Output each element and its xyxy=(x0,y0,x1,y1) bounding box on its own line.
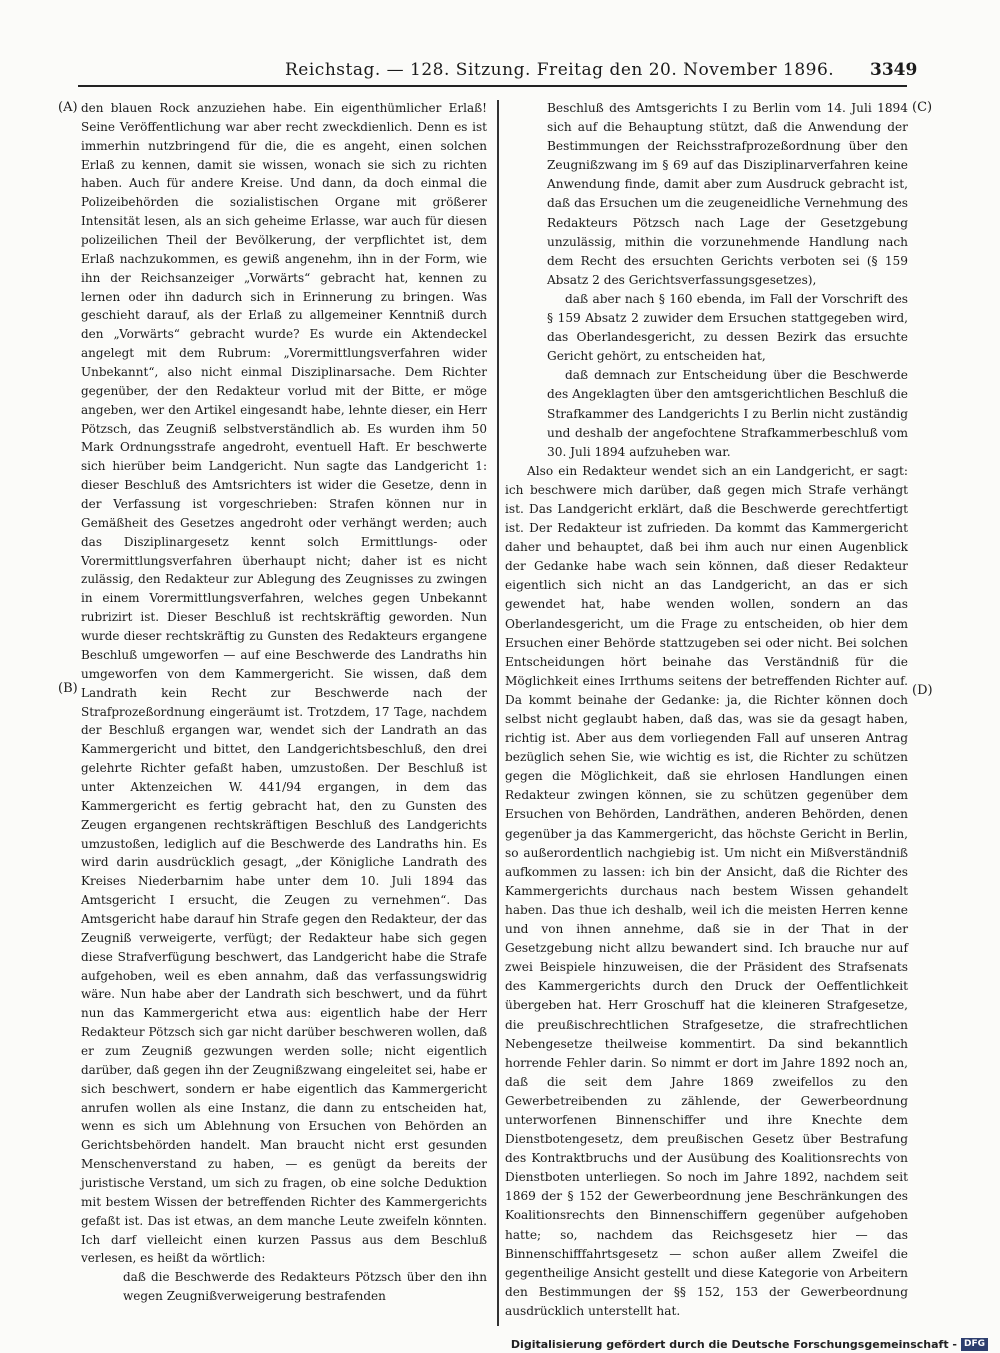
digitization-footer xyxy=(511,1336,988,1352)
right-quote-2: daß aber nach § 160 ebenda, im Fall der Vorschrift des § 159 Absatz 2 zuwider dem Ersuchen stattgegeben wird, das Oberlandesgericht, zu dessen Bezirk das ersuchte Gericht gehört, zu entscheiden hat, xyxy=(547,291,908,364)
column-divider xyxy=(497,100,499,1326)
right-quote-1: Beschluß des Amtsgerichts I zu Berlin vom 14. Juli 1894 sich auf die Behauptung stützt, daß die Anwendung der Bestimmungen der Reichsstrafprozeßordnung über den Zeugnißzwang im § 69 auf das Disziplinarverfahren keine Anwendung finde, damit aber zum Ausdruck gebracht ist, daß das Ersuchen um die zeugeneidliche Vernehmung des Redakteurs Pötzsch nach Lage der Gesetzgebung unzulässig, mithin die vorzunehmende Handlung nach dem Recht des ersuchten Gerichts verboten sei (§ 159 Absatz 2 des Gerichtsverfassungsgesetzes), xyxy=(547,101,908,287)
left-column xyxy=(81,99,487,1306)
margin-marker-d: (D) xyxy=(912,683,933,698)
footer-text: Digitalisierung gefördert durch die Deutsche Forschungsgemeinschaft - xyxy=(510,1337,957,1351)
margin-marker-a: (A) xyxy=(58,100,78,115)
right-column xyxy=(505,99,908,1321)
dfg-logo: DFG xyxy=(961,1338,988,1351)
left-quote: daß die Beschwerde des Redakteurs Pötzsch über den ihn wegen Zeugnißverweigerung bestrafenden xyxy=(123,1270,487,1304)
margin-marker-c: (C) xyxy=(912,100,933,115)
right-paragraph: Also ein Redakteur wendet sich an ein Landgericht, er sagt: ich beschwere mich darüber, daß gegen mich Strafe verhängt ist. Das Landgericht erklärt, daß die Beschwerde gerechtfertigt ist. Der Redakteur ist zufrieden. Da kommt das Kammergericht daher und behauptet, daß bei ihm auch nur einen Augenblick der Gedanke habe wach sein können, daß dieser Redakteur eigentlich sich nicht an das Landgericht, an das er sich gewendet hat, habe wenden wollen, sondern an das Oberlandesgericht, um die Frage zu entscheiden, ob hier dem Ersuchen einer Behörde stattzugeben sei oder nicht. Bei solchen Entscheidungen hört beinahe das Verständniß für die Möglichkeit eines Irrthums seitens der betreffenden Richter auf. Da kommt beinahe der Gedanke: ja, die Richter können doch selbst nicht geglaubt haben, daß das, was sie da gesagt haben, richtig ist. Aber aus dem vorliegenden Fall auf unseren Antrag bezüglich sehen Sie, wie wichtig es ist, die Richter zu schützen gegen die Möglichkeit, daß sie ehrlosen Handlungen einen Redakteur zwingen können, sie zu schützen gegenüber dem Ersuchen von Behörden, Landräthen, anderen Behörden, denen gegenüber ja das Kammergericht, das höchste Gericht in Berlin, so außerordentlich nachgiebig ist. Um nicht ein Mißverständniß aufkommen zu lassen: ich bin der Ansicht, daß die Richter des Kammergerichts durchaus nach bestem Wissen gehandelt haben. Das thue ich deshalb, weil ich die meisten Herren kenne und von ihnen annehme, daß sie in der That in der Gesetzgebung nicht allzu bewandert sind. Ich brauche nur auf zwei Beispiele hinzuweisen, die der Präsident des Strafsenats des Kammergerichts durch den Druck der Oeffentlichkeit übergeben hat. Herr Groschuff hat die kleineren Strafgesetze, die preußischrechtlichen Strafgesetze, die strafrechtlichen Nebengesetze theilweise kommentirt. Da sind bekanntlich horrende Fehler darin. So nimmt er dort im Jahre 1892 noch an, daß die seit dem Jahre 1869 zweifellos zu den Gewerbetreibenden zu zählende, der Gewerbeordnung unterworfenen Binnenschiffer und ihre Knechte dem Dienstbotengesetz, dem preußischen Gesetz über Bestrafung des Kontraktbruchs und der Ausübung des Koalitionsrechts von Dienstboten unterliegen. So noch im Jahre 1892, nachdem seit 1869 der § 152 der Gewerbeordnung jene Beschränkungen des Koalitionsrechts den Binnenschiffern gegenüber aufgehoben hatte; so, nachdem das Reichsgesetz hier — das Binnenschifffahrtsgesetz — schon außer allem Zweifel die gegentheilige Ansicht gestellt und diese Kategorie von Arbeitern den Bestimmungen der §§ 152, 153 der Gewerbeordnung ausdrücklich unterstellt hat. xyxy=(505,463,908,1318)
page-number: 3349 xyxy=(870,60,918,80)
header-rule xyxy=(78,85,907,87)
left-paragraph: den blauen Rock anzuziehen habe. Ein eigenthümlicher Erlaß! Seine Veröffentlichung war aber recht zweckdienlich. Denn es ist immerhin nutzbringend für die, die es angeht, einen solchen Erlaß zu kennen, damit sie wissen, wonach sie sich zu richten haben. Auch für andere Kreise. Und dann, da doch einmal die Polizeibehörden die sozialistischen Organe mit größerer Intensität lesen, als an sich geheime Erlasse, war auch für diesen polizeilichen Theil der Bevölkerung, der verpflichtet ist, dem Erlaß nachzukommen, es gewiß angenehm, ihn in der Form, wie ihn der Reichsanzeiger „Vorwärts“ gebracht hat, kennen zu lernen oder ihn dadurch sich in Erinnerung zu bringen. Was geschieht darauf, als der Erlaß zu allgemeiner Kenntniß durch den „Vorwärts“ gebracht wurde? Es wurde ein Aktendeckel angelegt mit dem Rubrum: „Vorermittlungsverfahren wider Unbekannt“, also nicht einmal Disziplinarsache. Dem Richter gegenüber, der den Redakteur vorlud mit der Bitte, er möge angeben, wer den Artikel eingesandt habe, lehnte dieser, ein Herr Pötzsch, das Zeugniß selbstverständlich ab. Es wurden ihm 50 Mark Ordnungsstrafe angedroht, eventuell Haft. Er beschwerte sich hierüber beim Landgericht. Nun sagte das Landgericht 1: dieser Beschluß des Amtsrichters ist wider die Gesetze, denn in der Verfassung ist vorgeschrieben: Strafen können nur in Gemäßheit des Gesetzes angedroht oder verhängt werden; auch das Disziplinargesetz kennt solch Ermittlungs- oder Vorermittlungsverfahren überhaupt nicht; daher ist es nicht zulässig, den Redakteur zur Ablegung des Zeugnisses zu zwingen in einem Vorermittlungsverfahren, welches gegen Unbekannt rubrizirt ist. Dieser Beschluß ist rechtskräftig geworden. Nun wurde dieser rechtskräftig zu Gunsten des Redakteurs ergangene Beschluß umgeworfen — auf eine Beschwerde des Landraths hin umgeworfen von dem Kammergericht. Sie wissen, daß dem Landrath kein Recht zur Beschwerde nach der Strafprozeßordnung eingeräumt ist. Trotzdem, 17 Tage, nachdem der Beschluß ergangen war, wendet sich der Landrath an das Kammergericht und bittet, den Landgerichtsbeschluß, den drei gelehrte Richter gefaßt haben, umzustoßen. Der Beschluß ist unter Aktenzeichen W. 441/94 ergangen, in dem das Kammergericht es fertig gebracht hat, den zu Gunsten des Zeugen ergangenen rechtskräftigen Beschluß des Landgerichts umzustoßen, lediglich auf die Beschwerde des Landraths hin. Es wird darin ausdrücklich gesagt, „der Königliche Landrath des Kreises Niederbarnim habe unter dem 10. Juli 1894 das Amtsgericht I ersucht, die Zeugen zu vernehmen“. Das Amtsgericht habe darauf hin Strafe gegen den Redakteur, der das Zeugniß verweigerte, verfügt; der Redakteur habe sich gegen diese Strafverfügung beschwert, das Landgericht habe die Strafe aufgehoben, weil es eben annahm, daß das verfassungswidrig wäre. Nun habe aber der Landrath sich beschwert, und da führt nun das Kammergericht etwa aus: eigentlich habe der Herr Redakteur Pötzsch sich gar nicht darüber beschweren wollen, daß er zum Zeugniß gezwungen werden solle; nicht eigentlich darüber, daß gegen ihn der Zeugnißzwang eingeleitet sei, habe er sich beschwert, sondern er habe eigentlich das Kammergericht anrufen wollen als eine Instanz, die dann zu entscheiden hat, wenn es sich um Ablehnung von Ersuchen von Behörden an Gerichtsbehörden handelt. Man braucht nicht erst gesunden Menschenverstand zu haben, — es genügt da bereits der juristische Verstand, um sich zu fragen, ob eine solche Deduktion mit bestem Wissen der betreffenden Richter des Kammergerichts gefaßt ist. Das ist etwas, an dem manche Leute zweifeln könnten. Ich darf vielleicht einen kurzen Passus aus dem Beschluß verlesen, es heißt da wörtlich: xyxy=(81,101,487,1266)
right-quote-3: daß demnach zur Entscheidung über die Beschwerde des Angeklagten über den amtsgerichtlichen Beschluß die Strafkammer des Landgerichts I zu Berlin nicht zuständig und deshalb der angefochtene Strafkammerbeschluß vom 30. Juli 1894 aufzuheben war. xyxy=(547,368,908,459)
running-title: Reichstag. — 128. Sitzung. Freitag den 20. November 1896. xyxy=(285,60,835,80)
page-header xyxy=(0,54,1000,84)
margin-marker-b: (B) xyxy=(58,681,78,696)
